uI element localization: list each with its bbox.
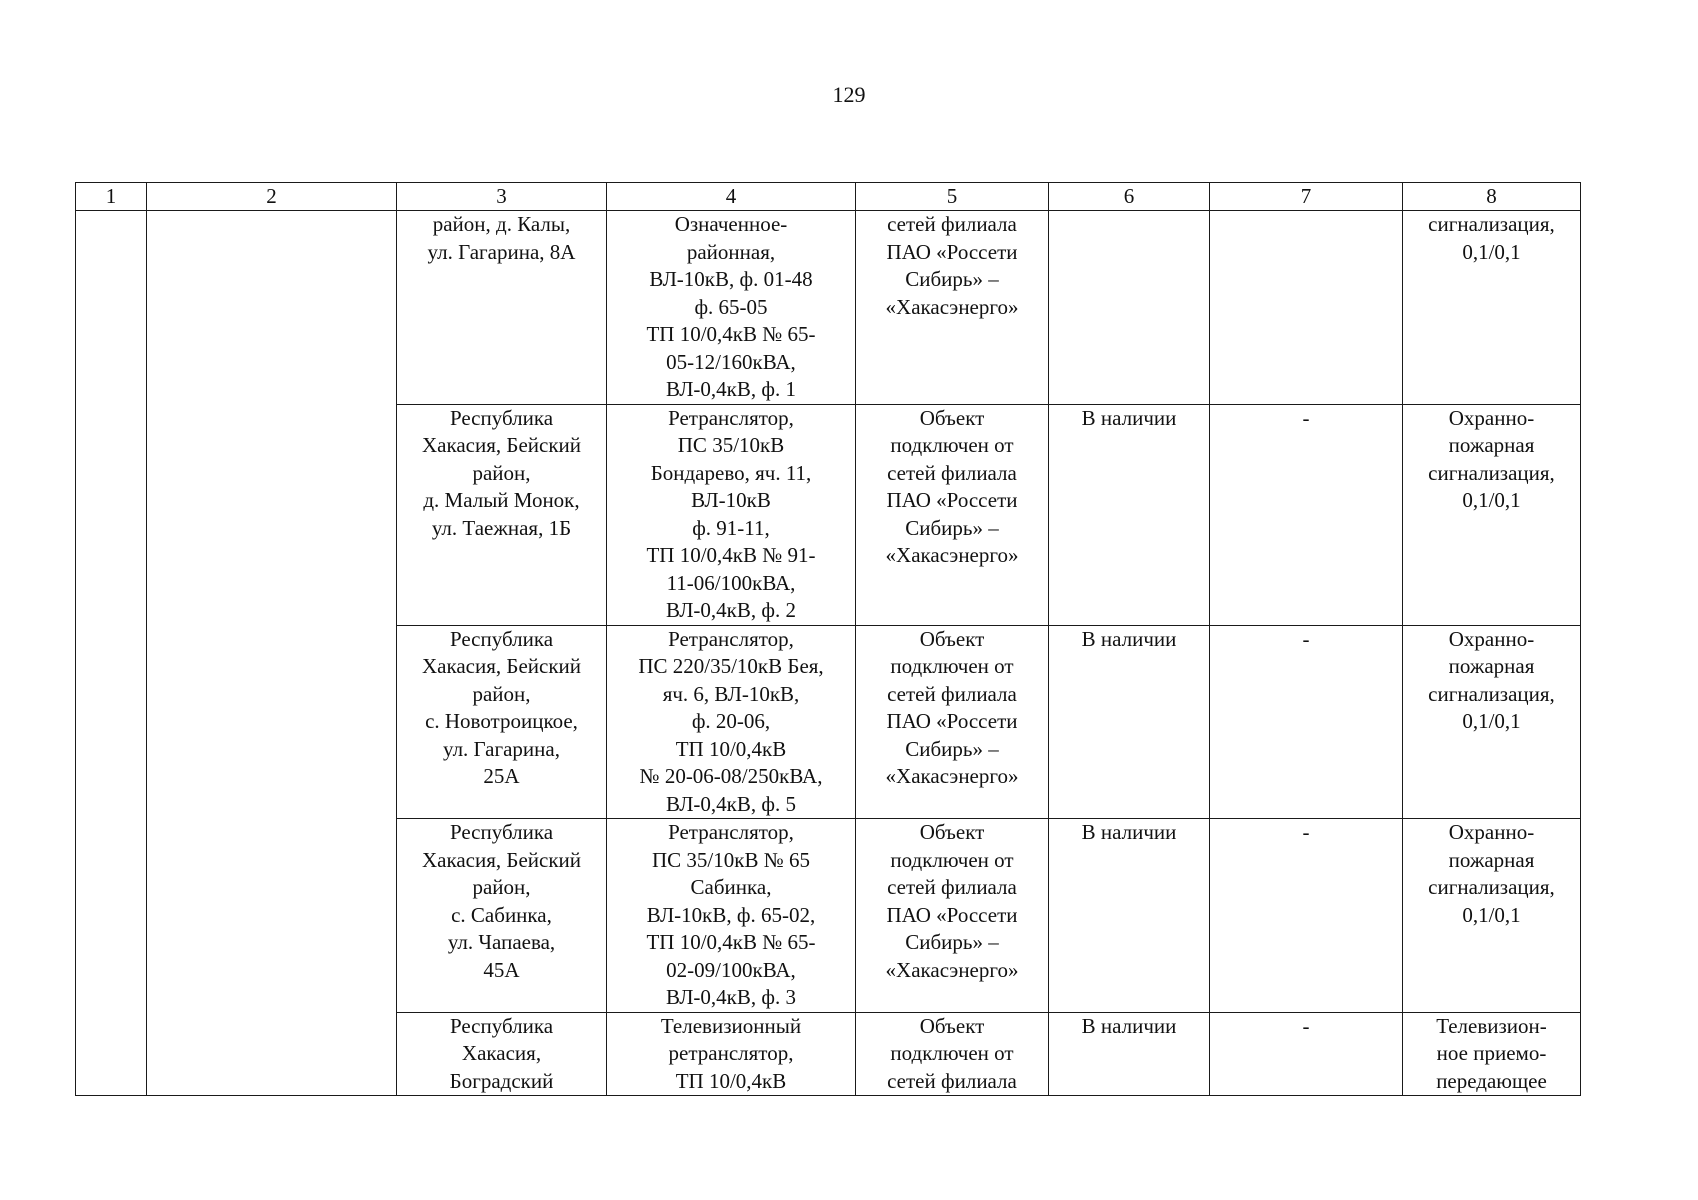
cell-line: Охранно- xyxy=(1448,626,1535,651)
cell-line: ПАО «Россети xyxy=(886,239,1018,264)
security-cell xyxy=(1403,404,1581,625)
col7-cell: - xyxy=(1210,625,1403,819)
column-header: 6 xyxy=(1049,183,1210,211)
column-header: 5 xyxy=(856,183,1049,211)
cell-line: Хакасия, Бейский xyxy=(421,433,582,457)
cell-line: район, д. Калы, xyxy=(432,212,571,236)
cell-line: ф. 20-06, xyxy=(691,709,771,733)
cell-line: подключен от xyxy=(890,433,1014,457)
cell-line: пожарная xyxy=(1448,433,1535,457)
address-cell xyxy=(397,404,607,625)
cell-line: Объект xyxy=(919,820,985,844)
cell-line: Сибирь» – xyxy=(905,930,999,954)
power-source-cell xyxy=(607,1012,856,1096)
cell-line: ф. 65-05 xyxy=(694,294,768,319)
cell-line: Хакасия, Бейский xyxy=(421,654,582,678)
cell-line: районная, xyxy=(686,239,776,264)
data-table xyxy=(75,182,1581,1096)
cell-line: Республика xyxy=(449,405,554,430)
cell-line: сетей филиала xyxy=(887,460,1017,485)
cell-line: Охранно- xyxy=(1448,820,1535,844)
cell-line: ул. Гагарина, 8А xyxy=(427,239,576,264)
col7-cell: - xyxy=(1210,404,1403,625)
cell-line: ПАО «Россети xyxy=(886,488,1018,512)
cell-line: «Хакасэнерго» xyxy=(885,543,1019,567)
cell-line: Хакасия, Бейский xyxy=(421,847,582,872)
cell-line: сигнализация, xyxy=(1428,875,1555,899)
cell-line: ВЛ-10кВ, ф. 65-02, xyxy=(646,902,816,927)
address-cell xyxy=(397,819,607,1013)
cell-line: Сабинка, xyxy=(690,875,772,899)
cell-line: ВЛ-0,4кВ, ф. 3 xyxy=(665,985,796,1009)
cell-line: ТП 10/0,4кВ № 65- xyxy=(646,930,816,954)
cell-line: сетей филиала xyxy=(887,212,1017,236)
connection-cell xyxy=(856,211,1049,405)
availability-cell xyxy=(1049,211,1210,405)
security-cell xyxy=(1403,211,1581,405)
cell-line: Телевизион- xyxy=(1436,1013,1547,1038)
col7-cell: - xyxy=(1210,1012,1403,1096)
connection-cell xyxy=(856,819,1049,1013)
cell-line: Объект xyxy=(919,405,985,430)
cell-line: сетей филиала xyxy=(887,681,1017,706)
cell-line: ретранслятор, xyxy=(668,1041,794,1065)
header-row xyxy=(76,183,1581,211)
page-number: 129 xyxy=(832,82,866,107)
cell-line: пожарная xyxy=(1448,654,1535,678)
cell-line: подключен от xyxy=(890,654,1014,678)
cell-line: Объект xyxy=(919,626,985,651)
cell-line: ул. Гагарина, xyxy=(443,736,560,761)
cell-line: ПАО «Россети xyxy=(886,709,1018,733)
availability-cell: В наличии xyxy=(1049,404,1210,625)
cell-line: Республика xyxy=(449,626,554,651)
power-source-cell xyxy=(607,819,856,1013)
table-cell-col1 xyxy=(76,211,147,1096)
col7-cell xyxy=(1210,211,1403,405)
power-source-cell xyxy=(607,211,856,405)
column-header: 1 xyxy=(76,183,147,211)
cell-line: район, xyxy=(472,875,531,899)
cell-line: «Хакасэнерго» xyxy=(885,764,1019,788)
cell-line: Республика xyxy=(449,820,554,844)
cell-line: 0,1/0,1 xyxy=(1462,488,1521,512)
cell-line: 45А xyxy=(483,957,520,982)
cell-line: сигнализация, xyxy=(1428,681,1555,706)
security-cell xyxy=(1403,1012,1581,1096)
cell-line: 0,1/0,1 xyxy=(1462,902,1521,927)
availability-cell: В наличии xyxy=(1049,1012,1210,1096)
cell-line: Бондарево, яч. 11, xyxy=(650,460,812,485)
cell-line: 02-09/100кВА, xyxy=(666,957,796,982)
cell-line: Сибирь» – xyxy=(905,736,999,761)
power-source-cell xyxy=(607,625,856,819)
cell-line: Хакасия, xyxy=(461,1041,542,1065)
cell-line: 05-12/160кВА, xyxy=(666,349,796,374)
security-cell xyxy=(1403,625,1581,819)
column-header: 2 xyxy=(147,183,397,211)
address-cell xyxy=(397,625,607,819)
cell-line: Охранно- xyxy=(1448,405,1535,430)
cell-line: сетей филиала xyxy=(887,1068,1017,1093)
col7-cell: - xyxy=(1210,819,1403,1013)
cell-line: Сибирь» – xyxy=(905,515,999,540)
cell-line: «Хакасэнерго» xyxy=(885,294,1019,319)
cell-line: Объект xyxy=(919,1013,985,1038)
cell-line: Боградский xyxy=(449,1068,554,1093)
column-header: 3 xyxy=(397,183,607,211)
cell-line: ВЛ-10кВ xyxy=(691,488,771,512)
cell-line: район, xyxy=(472,460,531,485)
cell-line: Ретранслятор, xyxy=(668,405,794,430)
cell-line: ТП 10/0,4кВ xyxy=(675,1068,787,1093)
cell-line: 0,1/0,1 xyxy=(1462,239,1521,264)
cell-line: передающее xyxy=(1436,1068,1547,1093)
connection-cell xyxy=(856,1012,1049,1096)
connection-cell xyxy=(856,625,1049,819)
cell-line: 11-06/100кВА, xyxy=(666,570,796,595)
cell-line: ВЛ-0,4кВ, ф. 1 xyxy=(665,377,796,401)
cell-line: ПАО «Россети xyxy=(886,902,1018,927)
cell-line: подключен от xyxy=(890,1041,1014,1065)
cell-line: д. Малый Монок, xyxy=(423,488,580,512)
cell-line: ПС 35/10кВ xyxy=(677,433,785,457)
cell-line: ВЛ-0,4кВ, ф. 5 xyxy=(665,791,796,816)
cell-line: сигнализация, xyxy=(1428,212,1555,236)
cell-line: с. Новотроицкое, xyxy=(425,709,578,733)
cell-line: Телевизионный xyxy=(660,1013,802,1038)
cell-line: Сибирь» – xyxy=(905,267,999,291)
cell-line: ТП 10/0,4кВ xyxy=(675,736,787,761)
cell-line: подключен от xyxy=(890,847,1014,872)
cell-line: район, xyxy=(472,681,531,706)
cell-line: Республика xyxy=(449,1013,554,1038)
cell-line: Означенное- xyxy=(674,212,788,236)
cell-line: Ретранслятор, xyxy=(668,820,794,844)
power-source-cell xyxy=(607,404,856,625)
cell-line: сигнализация, xyxy=(1428,460,1555,485)
cell-line: ВЛ-10кВ, ф. 01-48 xyxy=(649,267,813,291)
cell-line: Ретранслятор, xyxy=(668,626,794,651)
cell-line: ф. 91-11, xyxy=(692,515,770,540)
cell-line: ул. Таежная, 1Б xyxy=(431,515,572,540)
availability-cell: В наличии xyxy=(1049,625,1210,819)
column-header: 7 xyxy=(1210,183,1403,211)
cell-line: ПС 220/35/10кВ Бея, xyxy=(638,654,824,678)
cell-line: пожарная xyxy=(1448,847,1535,872)
table-cell-col2 xyxy=(147,211,397,1096)
connection-cell xyxy=(856,404,1049,625)
cell-line: ВЛ-0,4кВ, ф. 2 xyxy=(665,598,796,622)
column-header: 4 xyxy=(607,183,856,211)
address-cell xyxy=(397,211,607,405)
availability-cell: В наличии xyxy=(1049,819,1210,1013)
cell-line: ул. Чапаева, xyxy=(447,930,556,954)
cell-line: сетей филиала xyxy=(887,875,1017,899)
cell-line: «Хакасэнерго» xyxy=(885,957,1019,982)
cell-line: 0,1/0,1 xyxy=(1462,709,1521,733)
cell-line: ное приемо- xyxy=(1436,1041,1547,1065)
cell-line: ТП 10/0,4кВ № 91- xyxy=(646,543,816,567)
column-header: 8 xyxy=(1403,183,1581,211)
cell-line: яч. 6, ВЛ-10кВ, xyxy=(662,681,800,706)
cell-line: ПС 35/10кВ № 65 xyxy=(651,847,810,872)
address-cell xyxy=(397,1012,607,1096)
cell-line: с. Сабинка, xyxy=(451,902,552,927)
security-cell xyxy=(1403,819,1581,1013)
cell-line: ТП 10/0,4кВ № 65- xyxy=(646,322,816,346)
table-row xyxy=(76,211,1581,405)
cell-line: 25А xyxy=(483,764,520,788)
cell-line: № 20-06-08/250кВА, xyxy=(639,764,823,788)
